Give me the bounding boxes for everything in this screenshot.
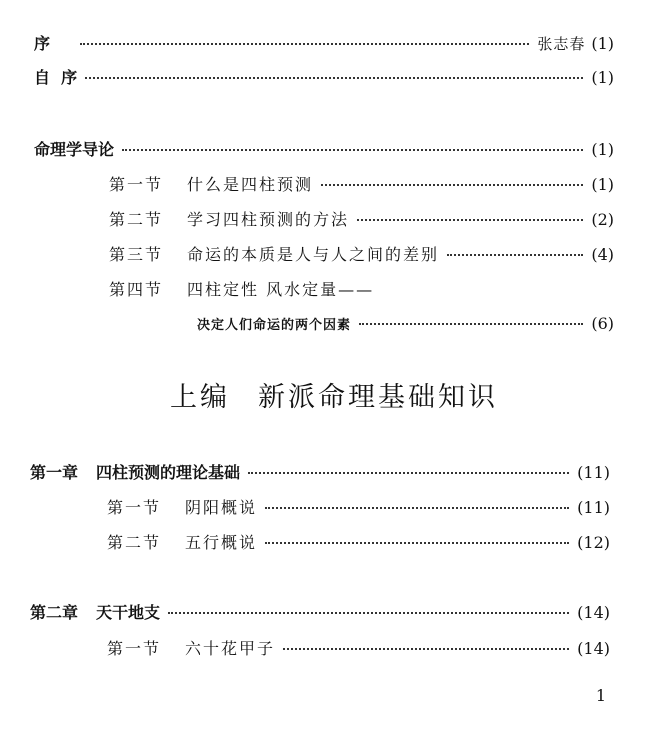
toc-entry-intro [34, 140, 614, 160]
section-number: 第四节 [109, 280, 164, 299]
dot-leader [359, 323, 583, 325]
toc-section [107, 533, 610, 553]
entry-page: (1) [591, 140, 614, 159]
dot-leader [283, 648, 569, 650]
section-title: 学习四柱预测的方法 [187, 210, 350, 229]
entry-page: (4) [591, 245, 614, 264]
section-title: 五行概说 [185, 533, 258, 552]
toc-section [109, 280, 614, 300]
dot-leader [168, 612, 569, 614]
toc-entry-author-preface [34, 68, 614, 88]
dot-leader [80, 43, 529, 45]
entry-label: 自 序 [34, 68, 78, 87]
entry-label: 命理学导论 [34, 140, 115, 159]
entry-author: 张志春 [537, 35, 586, 53]
toc-section [107, 498, 610, 518]
section-number: 第二节 [109, 210, 164, 229]
toc-section [107, 639, 610, 659]
section-title: 阴阳概说 [185, 498, 258, 517]
chapter-title: 四柱预测的理论基础 [96, 463, 241, 482]
section-title: 六十花甲子 [185, 639, 276, 658]
section-title-continuation: 决定人们命运的两个因素 [197, 318, 352, 333]
part-title: 新派命理基础知识 [258, 382, 498, 413]
dot-leader [357, 219, 583, 221]
dot-leader [122, 149, 583, 151]
entry-page: (11) [577, 463, 610, 482]
dot-leader [321, 184, 583, 186]
section-number: 第三节 [109, 245, 164, 264]
dot-leader [447, 254, 583, 256]
chapter-number: 第二章 [30, 603, 79, 622]
entry-page: (1) [591, 68, 614, 87]
entry-page: (1) [591, 175, 614, 194]
toc-section [109, 210, 614, 230]
section-title: 什么是四柱预测 [187, 175, 314, 194]
part-heading [0, 375, 668, 414]
entry-page: (1) [591, 34, 614, 53]
page-number: 1 [595, 686, 606, 705]
section-title: 命运的本质是人与人之间的差别 [187, 245, 440, 264]
dot-leader [85, 77, 583, 79]
entry-page: (14) [577, 639, 610, 658]
section-title: 四柱定性 风水定量—— [187, 280, 375, 299]
chapter-number: 第一章 [30, 463, 79, 482]
part-name: 上编 [170, 382, 230, 413]
section-number: 第一节 [109, 175, 164, 194]
dot-leader [248, 472, 569, 474]
section-number: 第一节 [107, 498, 162, 517]
entry-page: (6) [591, 314, 614, 333]
entry-page: (12) [577, 533, 610, 552]
section-number: 第一节 [107, 639, 162, 658]
toc-section-continuation [197, 314, 614, 336]
toc-section [109, 245, 614, 265]
entry-page: (14) [577, 603, 610, 622]
toc-chapter [30, 463, 610, 483]
entry-page: (2) [591, 210, 614, 229]
toc-chapter [30, 603, 610, 623]
chapter-title: 天干地支 [96, 603, 161, 622]
entry-page: (11) [577, 498, 610, 517]
entry-label: 序 [34, 34, 51, 53]
toc-section [109, 175, 614, 195]
dot-leader [265, 507, 569, 509]
toc-entry-preface [34, 34, 614, 54]
section-number: 第二节 [107, 533, 162, 552]
dot-leader [265, 542, 569, 544]
